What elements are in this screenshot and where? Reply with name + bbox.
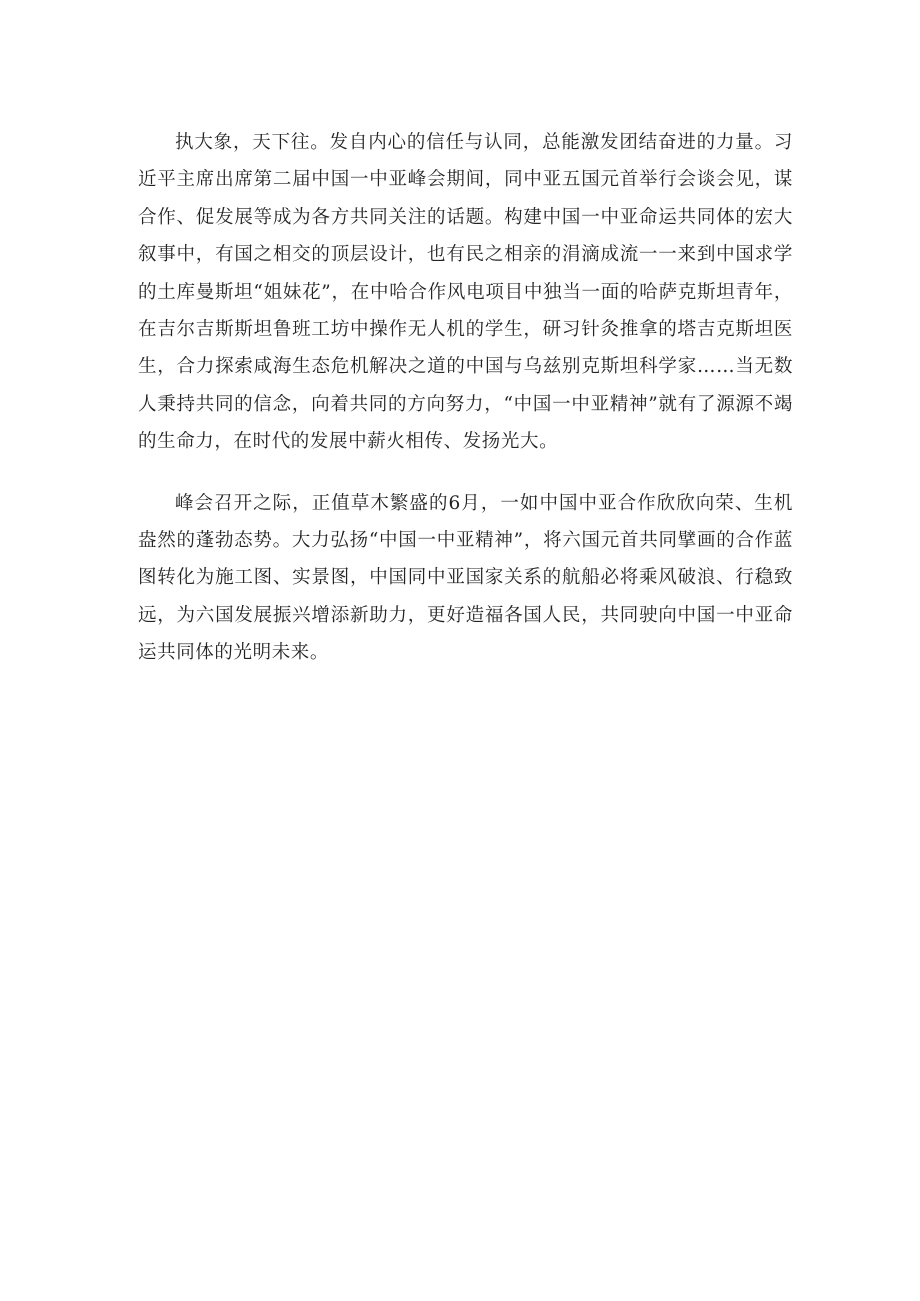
document-body — [138, 124, 793, 672]
paragraph-2: 峰会召开之际，正值草木繁盛的6月，一如中国中亚合作欣欣向荣、生机盎然的蓬勃态势。大力弘扬“中国一中亚精神”，将六国元首共同擘画的合作蓝图转化为施工图、实景图，中国同中亚国家关系的航船必将乘风破浪、行稳致远，为六国发展振兴增添新助力，更好造福各国人民，共同驶向中国一中亚命运共同体的光明未来。 — [138, 492, 793, 664]
paragraph-1: 执大象，天下往。发自内心的信任与认同，总能激发团结奋进的力量。习近平主席出席第二届中国一中亚峰会期间，同中亚五国元首举行会谈会见，谋合作、促发展等成为各方共同关注的话题。构建中国一中亚命运共同体的宏大叙事中，有国之相交的顶层设计，也有民之相亲的涓滴成流一一来到中国求学的土库曼斯坦“姐妹花”，在中哈合作风电项目中独当一面的哈萨克斯坦青年，在吉尔吉斯斯坦鲁班工坊中操作无人机的学生，研习针灸推拿的塔吉克斯坦医生，合力探索咸海生态危机解决之道的中国与乌兹别克斯坦科学家……当无数人秉持共同的信念，向着共同的方向努力，“中国一中亚精神”就有了源源不竭的生命力，在时代的发展中薪火相传、发扬光大。 — [138, 132, 793, 453]
